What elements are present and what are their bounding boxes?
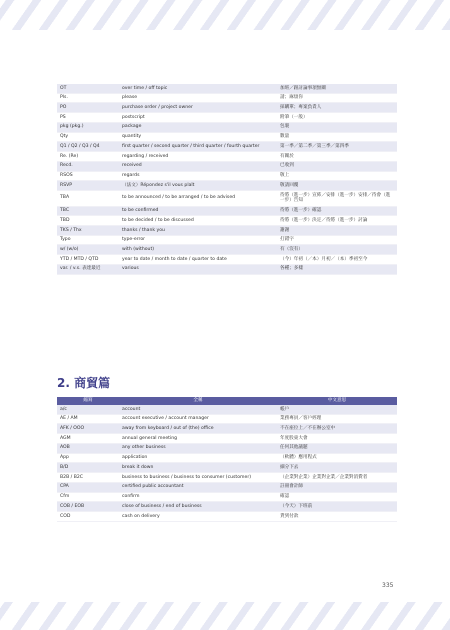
chinese-meaning-cell: 已收到 xyxy=(277,161,397,171)
abbreviation-cell: Typo xyxy=(57,235,119,245)
header-full-name: 全稱 xyxy=(119,397,277,405)
chinese-meaning-cell: 敬請回覆 xyxy=(277,181,397,191)
full-name-cell: package xyxy=(119,122,277,132)
abbreviation-cell: B2B / B2C xyxy=(57,473,119,483)
chinese-meaning-cell: （企業對企業）企業對企業／企業對消費者 xyxy=(277,473,397,483)
chinese-meaning-cell: 待將（進一步）確認 xyxy=(277,206,397,216)
chinese-meaning-cell: 註冊會計師 xyxy=(277,482,397,492)
abbreviation-cell: AOB xyxy=(57,443,119,453)
abbreviation-cell: Pls. xyxy=(57,93,119,103)
full-name-cell: year to date / month to date / quarter to date xyxy=(119,255,277,265)
full-name-cell: confirm xyxy=(119,492,277,502)
table-row xyxy=(57,453,397,463)
table-row xyxy=(57,482,397,492)
full-name-cell: away from keyboard / out of (the) office xyxy=(119,424,277,434)
full-name-cell: please xyxy=(119,93,277,103)
chinese-meaning-cell: 加班／跟討論事項無關 xyxy=(277,84,397,93)
chinese-meaning-cell: 年度股東大會 xyxy=(277,434,397,444)
full-name-cell: various xyxy=(119,264,277,274)
page-number: 335 xyxy=(382,582,394,589)
chinese-meaning-cell: 有關於 xyxy=(277,152,397,162)
table-row xyxy=(57,103,397,113)
chinese-meaning-cell: 謝謝 xyxy=(277,226,397,236)
chinese-meaning-cell: 不在座位上／不在辦公室中 xyxy=(277,424,397,434)
abbreviation-cell: PO xyxy=(57,103,119,113)
table-header-row xyxy=(57,397,397,405)
table-row xyxy=(57,216,397,226)
table-row xyxy=(57,226,397,236)
full-name-cell: to be decided / to be discussed xyxy=(119,216,277,226)
table-row xyxy=(57,93,397,103)
table-row xyxy=(57,191,397,206)
chinese-meaning-cell: （今）年初（／本）月初／（本）季初至今 xyxy=(277,255,397,265)
full-name-cell: close of business / end of business xyxy=(119,502,277,512)
abbreviation-table-1 xyxy=(57,84,397,275)
chinese-meaning-cell: 請；麻煩你 xyxy=(277,93,397,103)
abbreviation-cell: AFK / OOO xyxy=(57,424,119,434)
abbreviation-cell: var. / v.s. 表達最近 xyxy=(57,264,119,274)
chinese-meaning-cell: 任何其他議題 xyxy=(277,443,397,453)
full-name-cell: cash on delivery xyxy=(119,512,277,522)
full-name-cell: with (without) xyxy=(119,245,277,255)
abbreviation-cell: B/D xyxy=(57,463,119,473)
abbreviation-cell: COB / EOB xyxy=(57,502,119,512)
table-row xyxy=(57,424,397,434)
abbreviation-cell: PS xyxy=(57,113,119,123)
chinese-meaning-cell: （今天）下班前 xyxy=(277,502,397,512)
table-row xyxy=(57,492,397,502)
table-row xyxy=(57,434,397,444)
table-row xyxy=(57,122,397,132)
abbreviation-cell: AGM xyxy=(57,434,119,444)
table-row xyxy=(57,443,397,453)
chinese-meaning-cell: 敬上 xyxy=(277,171,397,181)
abbreviation-cell: Re. (Re) xyxy=(57,152,119,162)
abbreviation-cell: AE / AM xyxy=(57,414,119,424)
section-title: 2. 商貿篇 xyxy=(57,376,111,390)
abbreviation-cell: pkg (pkg.) xyxy=(57,122,119,132)
table-row xyxy=(57,502,397,512)
abbreviation-cell: CPA xyxy=(57,482,119,492)
abbreviation-cell: Q1 / Q2 / Q3 / Q4 xyxy=(57,142,119,152)
chinese-meaning-cell: 待將（進一步）宣佈／安排（進一步）安排／待會（進一步）告知 xyxy=(277,191,397,206)
table-row xyxy=(57,255,397,265)
full-name-cell: application xyxy=(119,453,277,463)
abbreviation-cell: TBD xyxy=(57,216,119,226)
abbreviation-table-2 xyxy=(57,397,397,522)
chinese-meaning-cell: 各種；多樣 xyxy=(277,264,397,274)
abbreviation-cell: TKS / Thx xyxy=(57,226,119,236)
table-row xyxy=(57,245,397,255)
abbreviation-cell: RSVP xyxy=(57,181,119,191)
full-name-cell: regards xyxy=(119,171,277,181)
full-name-cell: business to business / business to consumer (customer) xyxy=(119,473,277,483)
full-name-cell: break it down xyxy=(119,463,277,473)
table-row xyxy=(57,113,397,123)
full-name-cell: received xyxy=(119,161,277,171)
chinese-meaning-cell: 待將（進一步）決定／待將（進一步）討論 xyxy=(277,216,397,226)
chinese-meaning-cell: 細分下去 xyxy=(277,463,397,473)
header-abbreviation: 縮寫 xyxy=(57,397,119,405)
table-row xyxy=(57,405,397,414)
abbreviation-cell: OT xyxy=(57,84,119,93)
abbreviation-cell: Cfm xyxy=(57,492,119,502)
full-name-cell: account executive / account manager xyxy=(119,414,277,424)
table-row xyxy=(57,206,397,216)
table-row xyxy=(57,161,397,171)
chinese-meaning-cell: 數量 xyxy=(277,132,397,142)
table-row xyxy=(57,414,397,424)
full-name-cell: thanks / thank you xyxy=(119,226,277,236)
top-stripe-band xyxy=(0,0,450,30)
full-name-cell: purchase order / project owner xyxy=(119,103,277,113)
table-row xyxy=(57,235,397,245)
abbreviation-cell: Qty xyxy=(57,132,119,142)
table-row xyxy=(57,142,397,152)
header-chinese-meaning: 中文意思 xyxy=(277,397,397,405)
full-name-cell: quantity xyxy=(119,132,277,142)
abbreviation-cell: TBA xyxy=(57,191,119,206)
full-name-cell: annual general meeting xyxy=(119,434,277,444)
full-name-cell: to be announced / to be arranged / to be advised xyxy=(119,191,277,206)
table-row xyxy=(57,473,397,483)
chinese-meaning-cell: 附筆（一般） xyxy=(277,113,397,123)
chinese-meaning-cell: （軟體）應用程式 xyxy=(277,453,397,463)
abbreviation-cell: App xyxy=(57,453,119,463)
chinese-meaning-cell: 採購單；專案負責人 xyxy=(277,103,397,113)
full-name-cell: to be confirmed xyxy=(119,206,277,216)
abbreviation-cell: Recd. xyxy=(57,161,119,171)
abbreviation-cell: a/c xyxy=(57,405,119,414)
full-name-cell: over time / off topic xyxy=(119,84,277,93)
table-row xyxy=(57,84,397,93)
chinese-meaning-cell: 包裹 xyxy=(277,122,397,132)
chinese-meaning-cell: 有（沒有） xyxy=(277,245,397,255)
full-name-cell: postscript xyxy=(119,113,277,123)
chinese-meaning-cell: 帳戶 xyxy=(277,405,397,414)
full-name-cell: first quarter / second quarter / third quarter / fourth quarter xyxy=(119,142,277,152)
chinese-meaning-cell: 貨到付款 xyxy=(277,512,397,522)
abbreviation-cell: YTD / MTD / QTD xyxy=(57,255,119,265)
table-row xyxy=(57,152,397,162)
abbreviation-cell: RSOS xyxy=(57,171,119,181)
table-row xyxy=(57,132,397,142)
full-name-cell: certified public accountant xyxy=(119,482,277,492)
table-row xyxy=(57,463,397,473)
full-name-cell: any other business xyxy=(119,443,277,453)
full-name-cell: type-error xyxy=(119,235,277,245)
chinese-meaning-cell: 業務專員／客戶經理 xyxy=(277,414,397,424)
chinese-meaning-cell: 第一季／第二季／第三季／第四季 xyxy=(277,142,397,152)
full-name-cell: （法文）Répondez s'il vous plaît xyxy=(119,181,277,191)
chinese-meaning-cell: 確認 xyxy=(277,492,397,502)
abbreviation-cell: COD xyxy=(57,512,119,522)
table-row xyxy=(57,264,397,274)
table-row xyxy=(57,171,397,181)
chinese-meaning-cell: 打錯字 xyxy=(277,235,397,245)
full-name-cell: regarding / received xyxy=(119,152,277,162)
bottom-stripe-band xyxy=(0,602,450,630)
table-row xyxy=(57,181,397,191)
abbreviation-cell: TBC xyxy=(57,206,119,216)
full-name-cell: account xyxy=(119,405,277,414)
abbreviation-cell: w/ (w/o) xyxy=(57,245,119,255)
table-row xyxy=(57,512,397,522)
